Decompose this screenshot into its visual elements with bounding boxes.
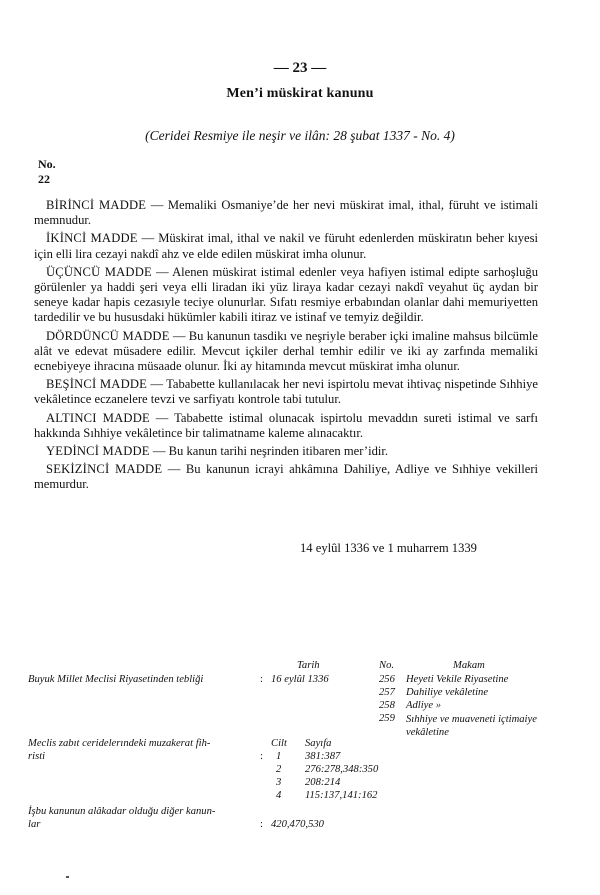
- signature-date: 14 eylûl 1336 ve 1 muharrem 1339: [300, 541, 477, 555]
- article-heading: BEŞİNCİ MADDE: [46, 377, 148, 392]
- article-4: DÖRDÜNCÜ MADDE — Bu kanunun tasdikı ve neşriyle beraber içki imaline mahsus bilcümle alât ve edevat müsadere edilir. Mevcut içkiler derhal temhir edilir ve iki ay zarfında memaliki ecnebiyeye ihracına müsaade olunur. İki ay hitamında mevcut müskirat imha olunur.: [34, 328, 538, 374]
- minutes-label-line2: risti: [28, 751, 46, 762]
- minutes-volume: 2: [276, 764, 282, 775]
- article-heading: İKİNCİ MADDE: [46, 231, 138, 246]
- article-5: BEŞİNCİ MADDE — Tababette kullanılacak her nevi ispirtolu mevat ihtivaç nispetinde Sıhhiye vekâletince eczanelere tevzi ve sarfiyatı kontrole tabi tutulur.: [34, 377, 538, 407]
- law-title: Men’i müskirat kanunu: [226, 86, 374, 101]
- comm-no: 258: [379, 700, 395, 711]
- comm-office: Adliye »: [406, 700, 442, 711]
- header-no: No.: [379, 660, 395, 671]
- related-label-line1: İşbu kanunun alâkadar olduğu diğer kanun-: [28, 806, 216, 817]
- law-number-value: 22: [38, 172, 50, 186]
- comm-no: 256: [379, 674, 395, 685]
- article-text: Tababette kullanılacak her nevi ispirtolu mevat ihtivaç nispetinde Sıhhiye vekâletince eczanelere tevzi ve sarfiyatı kontrole tabi tutulur.: [34, 377, 538, 407]
- related-label-line2: lar: [28, 819, 41, 830]
- header-date: Tarih: [297, 660, 320, 671]
- article-text: Alenen müskirat istimal edenler veya hafiyen istimal edipte sarhoşluğu görülenler ya haddi şeri veya elli liradan iki yüz liraya kadar cezayi nakdî veyahut üç aydan bir seneye kadar hapis cezasıyle teciye olunurlar. Sıfatı resmiye erbabından olanlar dahi memuriyetten tardedilir ve bu hususdaki hükümler kabili itiraz ve istinaf ve temyiz değildir.: [34, 264, 539, 325]
- article-7: YEDİNCİ MADDE — Bu kanun tarihi neşrinden itibaren mer’idir.: [46, 444, 389, 459]
- print-mark: [66, 876, 69, 878]
- minutes-pages: 208:214: [305, 777, 341, 788]
- minutes-pages: 381:387: [305, 751, 341, 762]
- communication-date: 16 eylûl 1336: [271, 674, 329, 685]
- minutes-pages: 276:278,348:350: [305, 764, 379, 775]
- article-text: Müskirat imal, ithal ve nakil ve füruht edenlerden müskiratın beher kıyesi için elli lira cezayi nakdî ahz ve elde edilen müskirat imha olunur.: [34, 231, 538, 261]
- minutes-volume: 1: [276, 751, 282, 762]
- comm-no: 259: [379, 713, 395, 724]
- related-sep: :: [260, 819, 263, 830]
- article-text: Bu kanun tarihi neşrinden itibaren mer’idir.: [168, 444, 389, 459]
- article-heading: BİRİNCİ MADDE: [46, 198, 147, 212]
- article-text: Bu kanunun tasdikı ve neşriyle beraber içki imaline mahsus bilcümle alât ve edevat müsadere edilir. Mevcut içkiler derhal temhir edilir ve iki ay zarfında memaliki ecnebiyeye ihracına müsaade olunur. İki ay hitamında mevcut müskirat imha olunur.: [34, 328, 538, 374]
- article-heading: ÜÇÜNCÜ MADDE: [46, 264, 152, 279]
- article-heading: SEKİZİNCİ MADDE: [46, 462, 163, 477]
- minutes-label-line1: Meclis zabıt ceridelerındeki muzakerat fih-: [28, 738, 211, 749]
- article-6: ALTINCI MADDE — Tababette istimal olunacak ispirtolu mevaddın sureti istimal ve sarfı hakkında Sıhhiye vekâletince bir talimatname kaleme alınacaktır.: [34, 410, 538, 440]
- comm-office: Heyeti Vekile Riyasetine: [406, 674, 509, 685]
- communication-sep: :: [260, 674, 263, 685]
- comm-office: Dahiliye vekâletine: [406, 687, 489, 698]
- page-number: — 23 —: [273, 60, 327, 76]
- header-page: Sayıfa: [305, 738, 332, 749]
- minutes-sep: :: [260, 751, 263, 762]
- law-number-label: No.: [38, 157, 56, 171]
- article-text: Tababette istimal olunacak ispirtolu mevaddın sureti istimal ve sarfı hakkında Sıhhiye vekâletince bir talimatname kaleme alınacaktır.: [34, 410, 538, 440]
- minutes-volume: 3: [276, 777, 282, 788]
- article-8: SEKİZİNCİ MADDE — Bu kanunun icrayi ahkâmına Dahiliye, Adliye ve Sıhhiye vekilleri memurdur.: [34, 462, 539, 492]
- minutes-pages: 115:137,141:162: [305, 790, 378, 801]
- article-1: BİRİNCİ MADDE — Memaliki Osmaniye’de her nevi müskirat imal, ithal, füruht ve istimali memnudur.: [34, 198, 538, 228]
- comm-no: 257: [379, 687, 395, 698]
- article-heading: ALTINCI MADDE: [46, 410, 150, 425]
- article-text: Memaliki Osmaniye’de her nevi müskirat imal, ithal, füruht ve istimali memnudur.: [34, 198, 538, 228]
- article-heading: YEDİNCİ MADDE: [46, 444, 150, 459]
- related-laws: 420,470,530: [271, 819, 324, 830]
- header-volume: Cilt: [271, 738, 287, 749]
- article-text: Bu kanunun icrayi ahkâmına Dahiliye, Adliye ve Sıhhiye vekilleri memurdur.: [34, 462, 539, 492]
- minutes-volume: 4: [276, 790, 282, 801]
- law-articles: [34, 198, 538, 496]
- communication-label: Buyuk Millet Meclisi Riyasetinden tebliği: [28, 674, 204, 685]
- gazette-reference: (Ceridei Resmiye ile neşir ve ilân: 28 şubat 1337 - No. 4): [145, 128, 455, 143]
- article-3: ÜÇÜNCÜ MADDE — Alenen müskirat istimal edenler veya hafiyen istimal edipte sarhoşluğu görülenler ya haddi şeri veya elli liradan iki yüz liraya kadar cezayi nakdî veyahut üç aydan bir seneye kadar hapis cezasıyle teciye olunurlar. Sıfatı resmiye erbabından olanlar dahi memuriyetten tardedilir ve bu hususdaki hükümler kabili itiraz ve istinaf ve temyiz değildir.: [34, 264, 539, 325]
- article-2: İKİNCİ MADDE — Müskirat imal, ithal ve nakil ve füruht edenlerden müskiratın beher kıyesi için elli lira cezayi nakdî ahz ve elde edilen müskirat imha olunur.: [34, 231, 538, 261]
- comm-office: Sıhhiye ve muaveneti içtimaiye vekâletine: [406, 714, 537, 738]
- header-office: Makam: [453, 660, 485, 671]
- article-heading: DÖRDÜNCÜ MADDE: [46, 328, 170, 343]
